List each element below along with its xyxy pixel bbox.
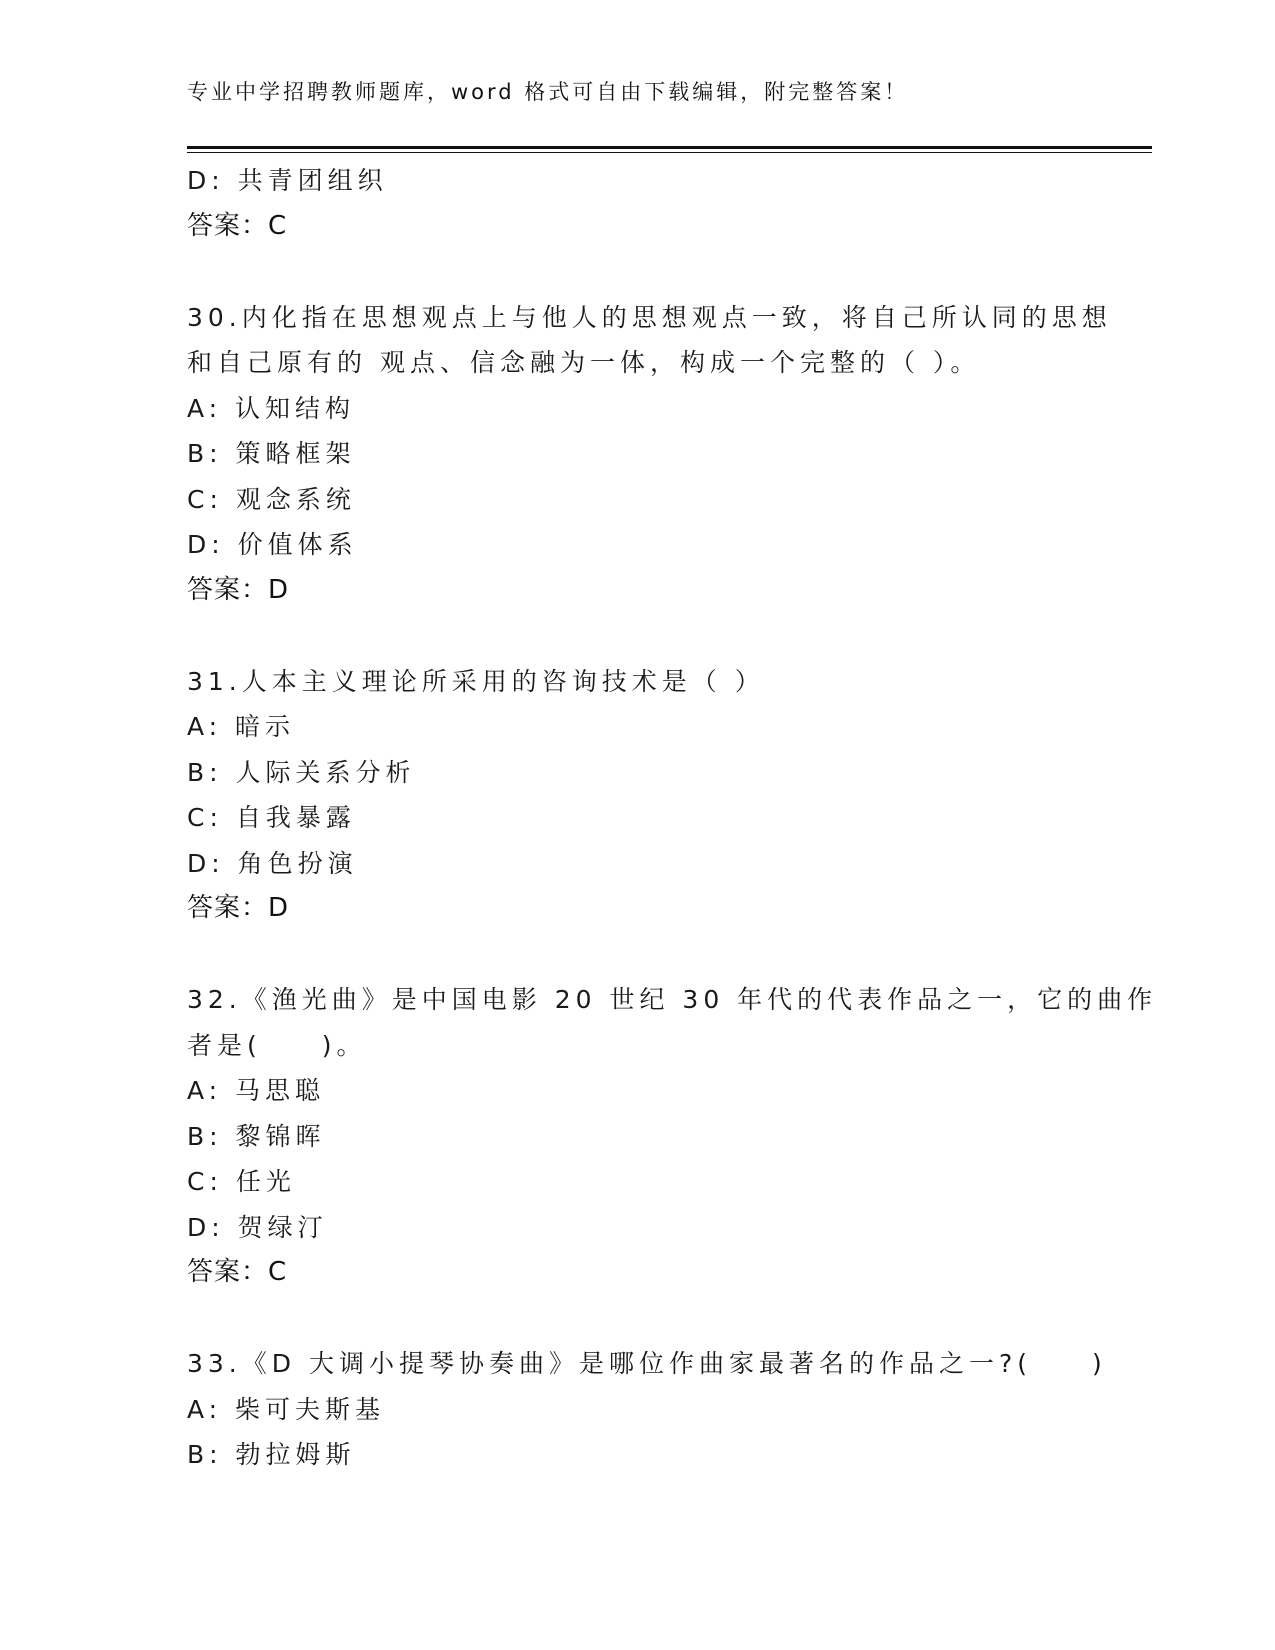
option-c: C: 自我暴露 [187,803,356,832]
option-a: A: 柴可夫斯基 [187,1394,386,1424]
spacer [187,1296,1087,1342]
option-b: B: 策略框架 [187,439,356,468]
option-b: B: 黎锦晖 [187,1121,326,1151]
answer: 答案：D [187,574,290,605]
option-a: A: 认知结构 [187,393,356,423]
question-stem-line: 和自己原有的 观点、信念融为一体，构成一个完整的（ ）。 [187,348,981,377]
spacer [187,249,1087,295]
question-stem-line: 31.人本主义理论所采用的咨询技术是（ ） [187,666,765,696]
question-stem-line: 32.《渔光曲》是中国电影 20 世纪 30 年代的代表作品之一，它的曲作 [187,985,1158,1014]
question-stem-line: 30.内化指在思想观点上与他人的思想观点一致，将自己所认同的思想 [187,302,1112,332]
header-rule-thin [187,152,1152,153]
question-stem-line: 33.《D 大调小提琴协奏曲》是哪位作曲家最著名的作品之一?( ) [187,1349,1107,1378]
question-32 [187,977,1158,1296]
spacer [187,613,1087,659]
answer: 答案：D [187,893,290,923]
page-header: 专业中学招聘教师题库，word 格式可自由下载编辑，附完整答案！ [187,80,909,104]
option-d: D: 价值体系 [187,530,358,559]
option-a: A: 马思聪 [187,1076,326,1105]
option-b: B: 人际关系分析 [187,757,416,787]
option-c: C: 观念系统 [187,484,356,514]
option-d: D: 共青团组织 [187,166,388,195]
question-33 [187,1341,1107,1478]
question-30 [187,295,1112,614]
question-content [187,158,1158,1478]
option-d: D: 贺绿汀 [187,1212,328,1242]
spacer [187,932,1087,978]
header-rule-thick [187,146,1152,149]
answer: 答案：C [187,210,288,241]
question-stem-line: 者是( )。 [187,1030,367,1060]
option-b: B: 勃拉姆斯 [187,1440,356,1469]
answer: 答案：C [187,1257,288,1287]
option-a: A: 暗示 [187,712,296,741]
option-d: D: 角色扮演 [187,848,358,878]
option-c: C: 任光 [187,1167,296,1196]
question-31 [187,659,1087,932]
